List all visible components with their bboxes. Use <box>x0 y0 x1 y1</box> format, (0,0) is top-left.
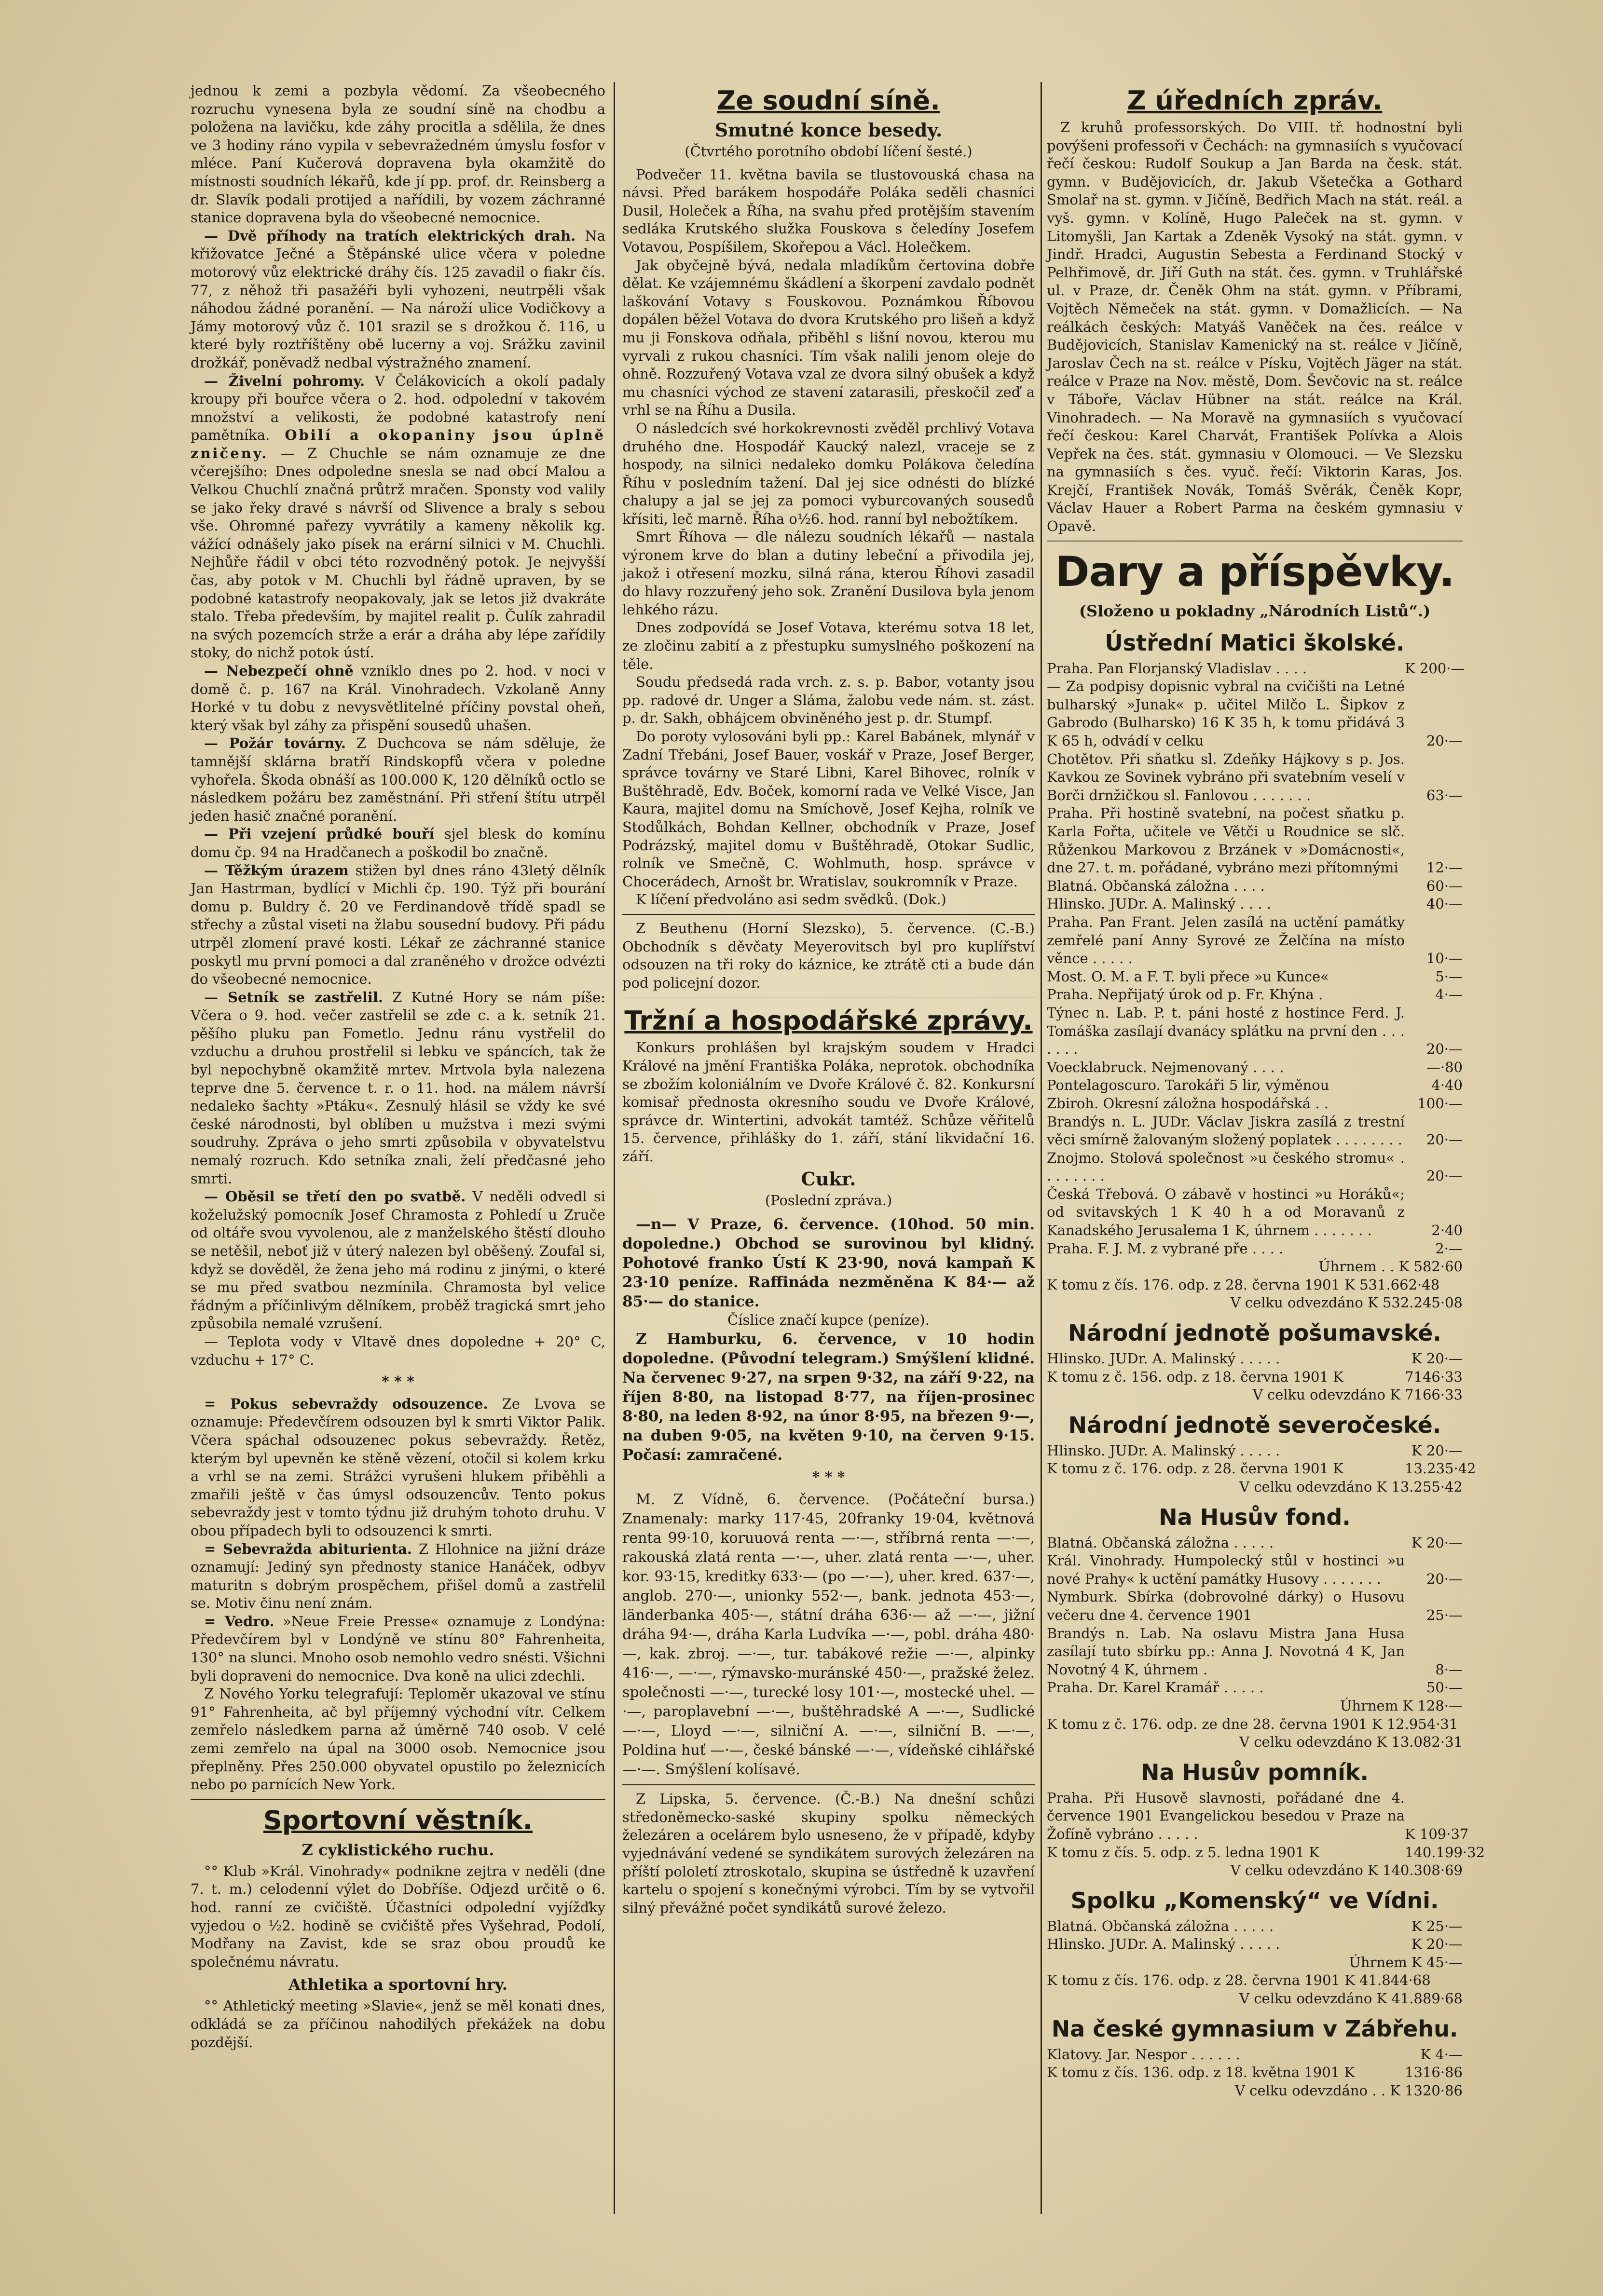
headline: — Oběsil se třetí den po svatbě. <box>204 1188 466 1205</box>
article-professori: Z kruhů professorských. Do VIII. tř. hodnostní byli povýšeni professoři v Čechách: na gymnasiích s vyučovací řečí českou: Rudolf Soukup a Jan Barda na česk. stát. gymn. v Budějovicích, dr. Jakub Všetečka a Gothard Smolař na st. gymn. v Jičíně, Bedřich Mach na stát. reál. a vyš. gymn. v Kolíně, Hugo Paleček na st. gymn. v Litomyšli, Jan Kartak a Zdeněk Vysoký na stát. gymn. v Jindř. Hradci, Augustin Sebesta a Ferdinand Stocký v Pelhřimově, dr. Jiří Guth na stát. čes. gymn. v Truhlářské ul. v Praze, dr. Čeněk Ohm na stát. gymn. v Příbrami, Vojtěch Němeček na stát. gymn. v Domažlicích. — Na reálkách českých: Matyáš Vaněček na čes. reálce v Budějovicích, Stanislav Kamenický na st. reálce v Jičíně, Jaroslav Čech na st. reálce v Písku, Vojtěch Jäger na stát. reálce v Praze na Nov. městě, Dom. Ševčovic na st. reálce v Táboře, Václav Hübner na stát. reálce na Král. Vinohradech. — Na Moravě na gymnasiích s vyučovací řečí českou: Karel Charvát, František Polívka a Alois Vepřek na čes. stát. gymnasiu v Olomouci. — Ve Slezsku na gymnasiích s čes. vyuč. řečí: Viktorin Karas, Jos. Krejčí, František Novák, Tomáš Svěrák, Čeněk Kopr, Václav Hauer a Robert Parma na českém gymnasiu v Opavě. <box>1047 119 1463 535</box>
paragraph-opening: jednou k zemi a pozbyla vědomí. Za všeobecného rozruchu vynesena byla ze soudní síně na chodbu a položena na lavičku, kde záhy procitla a sdělila, že dnes ve 3 hodiny ráno vypila v sebevražedném úmyslu fosfor v mléce. Paní Kučerová dopravena byla okamžitě do místnosti soudních lékařů, kde jí pp. prof. dr. Reinsberg a dr. Slavík podali protijed a nařídili, by vozem záchranné stanice dopravena byla do všeobecné nemocnice. <box>191 82 605 226</box>
article-cyklo: °° Klub »Král. Vinohrady« podnikne zejtra v neděli (dne 7. t. m.) celodenní výlet do Dobříše. Odjezd určitě o 6. hod. ranní ze cvičiště. Účastníci odpolední vyjížďky vyjedou o ½2. hodině se cvičiště přes Vyšehrad, Podolí, Modřany na Zavist, kde se sraz obou proudů ke společnému návratu. <box>191 1862 605 1970</box>
donation-amount: K 20·— <box>1411 1936 1463 1953</box>
donation-entry <box>1047 1844 1485 1862</box>
total-celkem: V celku odevzdáno K 41.889·68 <box>1239 1990 1463 2007</box>
total-celkem: V celku odvezdáno K 532.245·08 <box>1230 1294 1463 1311</box>
article-abiturient <box>191 1540 605 1613</box>
donation-amount: 20·— <box>1426 1041 1463 1058</box>
article-body: sjel blesk do komínu domu čp. 94 na Hradčanech a poškodil bo značně. <box>191 826 606 860</box>
headline: = Vedro. <box>204 1613 274 1630</box>
donation-entry <box>1047 1095 1463 1113</box>
emphasis: Obilí a okopaniny jsou úplně zničeny. <box>191 427 605 462</box>
total-uhrnem: Úhrnem K 45·— <box>1349 1954 1463 1970</box>
article-nebezpeci <box>191 662 605 734</box>
donation-amount: 12·— <box>1426 859 1463 876</box>
article-cukr-praha: —n— V Praze, 6. července. (10hod. 50 min. dopoledne.) Obchod se surovinou byl klidný. Pohotové franko Ústí K 23·90, nová kampaň K 23·10 peníze. Raffináda nezměněna K 84·— až 85·— do stanice. <box>622 1216 1035 1311</box>
donation-amount: 4·— <box>1435 986 1463 1003</box>
headline: — Nebezpečí ohně <box>204 663 354 679</box>
total-carry: K tomu z čís. 176. odp. z 28. června 1901 K 41.844·68 <box>1047 1972 1431 1989</box>
donation-entry <box>1047 750 1463 805</box>
donation-text: Praha. Nepřijatý úrok od p. Fr. Khýna . <box>1047 986 1323 1003</box>
donation-amount: 140.199·32 <box>1405 1844 1485 1861</box>
donation-text: Znojmo. Stolová společnost »u českého stromu« . . . . . . . . <box>1047 1149 1405 1184</box>
donation-entry <box>1047 1588 1463 1624</box>
donation-text: — Za podpisy dopisnic vybral na cvičišti na Letné bulharský »Junak« p. učitel Milčo L. Šipkov z Gabrodo (Bulharsko) 16 K 35 h, k tomu přidává 3 K 65 h, odvádí v celku <box>1047 678 1405 749</box>
section-title-sport: Sportovní věstník. <box>263 1805 533 1835</box>
donation-text: Hlinsko. JUDr. A. Malinský . . . . <box>1047 896 1271 912</box>
donation-entry <box>1047 1113 1463 1149</box>
donation-text: Praha. F. J. M. z vybrané pře . . . . <box>1047 1240 1284 1257</box>
donation-amount: 8·— <box>1435 1661 1463 1678</box>
fund-title-severo: Národní jednotě severočeské. <box>1068 1412 1441 1438</box>
total-uhrnem: Úhrnem . . K 582·60 <box>1318 1258 1463 1275</box>
donation-amount: 1316·86 <box>1405 2064 1463 2081</box>
donation-text: Praha. Při Husově slavnosti, pořádané dne 4. července 1901 Evangelickou besedou v Praze na Žofíně vybráno . . . . . <box>1047 1789 1405 1842</box>
article-vedro <box>191 1613 605 1685</box>
donation-text: Pontelagoscuro. Tarokáři 5 lir, výměnou <box>1047 1077 1329 1094</box>
donation-amount: K 109·37 <box>1405 1825 1469 1842</box>
column-rule-2 <box>1041 82 1042 2214</box>
donation-entry <box>1047 1935 1463 1954</box>
article-dve-prihody <box>191 227 605 372</box>
total-celkem: V celku odevzdáno K 7166·33 <box>1252 1386 1463 1403</box>
donation-text: Hlinsko. JUDr. A. Malinský . . . . . <box>1047 1936 1280 1953</box>
donation-entry <box>1047 986 1463 1004</box>
article-bourka <box>191 825 605 861</box>
donation-amount: —·80 <box>1426 1059 1463 1075</box>
column-1 <box>191 82 605 2219</box>
fund-title-zabreh: Na české gymnasium v Zábřehu. <box>1051 2015 1458 2042</box>
donation-text: K tomu z čís. 136. odp. z 18. května 1901 K <box>1047 2064 1355 2081</box>
donation-amount: 40·— <box>1426 896 1463 912</box>
article-body: V Čelákovicích a okolí padaly kroupy při bouřce včera o 2. hod. odpolední v takovém množství a velikosti, že podobné katastrofy není pamětníka. <box>191 372 605 444</box>
article-body: V neděli odvedl si koželužský pomocník Josef Chramosta z Pohledí u Zruče od oltáře svou vyvolenou, ale z manželského štěstí dlouho se netěšil, neboť již v úterý nalezen byl oběšený. Zoufal si, když se dověděl, že žena jeho má rodinu z jinými, o které se mu před svatbou nezmínila. Chramosta byl velice řádným a příčinlivým dělníkem, proběž tragická smrt jeho způsobila nemalé vzrušení. <box>191 1188 605 1332</box>
divider <box>1047 541 1463 544</box>
donation-amount: K 20·— <box>1411 1534 1463 1551</box>
donation-entry <box>1047 1552 1463 1588</box>
article-newyork: Z Nového Yorku telegrafují: Teploměr ukazoval ve stínu 91° Fahrenheita, ač byl příjemný východní vítr. Celkem zemřelo následkem parna až úměrně 740 osob. V celé zemi zemřelo na úpal na 3000 osob. Nemocnice jsou přeplněny. Přes 250.000 obyvatel opustilo po železnicích nebo po parnících New York. <box>191 1685 605 1793</box>
subsection-title-cukr: Cukr. <box>801 1168 856 1190</box>
article-uraz <box>191 862 605 989</box>
article-zivelni <box>191 372 605 663</box>
donation-text: Praha. Při hostině svatební, na počest sňatku p. Karla Fořta, učitele ve Větči u Roudnice se slč. Růženkou Markovou z Brzánek v »Domácnosti«, dne 27. t. m. pořádané, vybráno mezi přítomnými <box>1047 805 1405 876</box>
fund-title-komensky: Spolku „Komenský“ ve Vídni. <box>1070 1887 1439 1914</box>
paragraph: K líčení předvoláno asi sedm svědků. (Dok.) <box>636 891 946 908</box>
donation-text: Česká Třebová. O zábavě v hostinci »u Horáků«; od svitavských 1 K 40 h a od Moravanů z Kanadského Jerusalema 1 K, úhrnem . . . . . . . <box>1047 1185 1405 1239</box>
donation-list-huspomnik <box>1047 1789 1485 1861</box>
article-pokus <box>191 1395 605 1540</box>
donation-text: Hlinsko. JUDr. A. Malinský . . . . . <box>1047 1350 1280 1367</box>
donation-entry <box>1047 1350 1463 1368</box>
headline: — Živelní pohromy. <box>204 372 365 389</box>
donation-entry <box>1047 1789 1469 1844</box>
total-carry: K tomu z č. 176. odp. ze dne 28. června 1901 K 12.954·31 <box>1047 1715 1458 1732</box>
article-body: vzniklo dnes po 2. hod. v noci v domě č. p. 167 na Král. Vinohradech. Vzkolaně Anny Horké v tu dobu z nevysvětlitelné příčiny povstal oheň, který však byl záhy za přispění sousedů uhašen. <box>191 663 605 734</box>
article-setnik <box>191 989 605 1188</box>
donation-entry <box>1047 1625 1463 1679</box>
donation-entry <box>1047 678 1463 750</box>
donation-amount: 7146·33 <box>1405 1368 1463 1385</box>
section-title-soud: Ze soudní síně. <box>717 85 940 116</box>
divider <box>622 914 1035 915</box>
fund-title-matice: Ústřední Matici školské. <box>1105 629 1405 656</box>
total-celkem: V celku odevzdáno K 13.082·31 <box>1239 1734 1463 1751</box>
donation-entry <box>1047 895 1463 913</box>
donation-text: Brandýs n. L. JUDr. Václav Jiskra zasílá z trestní věci smírně žalovaným složený poplatek . . . . . . . . <box>1047 1113 1405 1148</box>
article-viden: M. Z Vídně, 6. července. (Počáteční bursa.) Znamenaly: marky 117·45, 20franky 19·04, květnová renta 99·10, koruuová renta —·—, stříbrná renta —·—, rakouská zlatá renta —·—, uher. zlatá renta —·—, uher. kor. 93·15, kreditky 633·— (po —·—), uher. kred. 637·—, anglob. 270·—, unionky 552·—, bank. jednota 453·—, länderbanka 405·—, státní dráha 636·— až —·—, jižní dráha 94·—, dráha Karla Ludvíka —·—, pobl. dráha 480·—, kak. zbroj. —·—, tur. tabákové režie —·—, alpinky 416·—, —·—, rýmavsko-muránské 450·—, pražské želez. společnosti —·—, turecké losy 101·—, mostecké uhel. —·—, paroplavební —·—, buštěhradské A —·—, Sudlické —·—, Lloyd —·—, silniční A. —·—, silniční B. —·—, Poldina huť —·—, české bánské —·—, vídeňské cihlářské —·—. Smýšlení kolísavé. <box>622 1491 1035 1779</box>
donation-entry <box>1047 1917 1463 1936</box>
donation-text: Zbiroh. Okresní záložna hospodářská . . <box>1047 1095 1329 1112</box>
headline: = Pokus sebevraždy odsouzence. <box>204 1395 488 1412</box>
subsection-title-athletika: Athletika a sportovní hry. <box>288 1975 507 1994</box>
fund-title-huspomnik: Na Husův pomník. <box>1141 1759 1369 1785</box>
paragraph: O následcích své horkokrevnosti zvěděl prchlivý Votava druhého dne. Hospodář Kaucký nalezl, vraceje se z hospody, na silnici nedaleko domku Polákova čeledína Říhu v posledním tažení. Dal jej sice odnésti do blízké chalupy a jal se jej za pomoci vyburcovaných sousedů křísiti, leč marně. Říha o½6. hod. ranní byl nebožtíkem. <box>622 420 1035 527</box>
donation-amount: 5·— <box>1435 968 1463 985</box>
donation-amount: K 20·— <box>1411 1442 1463 1459</box>
fund-title-husfond: Na Husův fond. <box>1159 1504 1351 1530</box>
donation-text: K tomu z č. 176. odp. z 28. června 1901 K <box>1047 1460 1343 1477</box>
article-obesil <box>191 1188 605 1333</box>
donation-text: Praha. Pan Frant. Jelen zasílá na uctění památky zemřelé paní Anny Syrové ze Želčína na místo věnce . . . . . <box>1047 913 1405 967</box>
donation-text: Hlinsko. JUDr. A. Malinský . . . . . <box>1047 1442 1280 1459</box>
donation-entry <box>1047 1534 1463 1552</box>
donation-entry <box>1047 1240 1463 1258</box>
donation-entry <box>1047 913 1463 968</box>
note-cislice: Číslice značí kupce (peníze). <box>727 1312 930 1329</box>
total-uhrnem: Úhrnem K 128·— <box>1340 1697 1463 1714</box>
article-body: stižen byl dnes ráno 43letý dělník Jan Hastrman, bydlící v Michli čp. 190. Týž při bourání domu p. Buldry č. 20 ve Ferdinandově třídě spadl se střechy a zůstal viseti na žlabu sousední budovy. Při pádu utrpěl zlomení pravé kosti. Lékař ze záchranné stanice poskytl mu první pomoci a dal zraněného v drožce odvézti do všeobecné nemocnice. <box>191 862 605 988</box>
article-konkurs: Konkurs prohlášen byl krajským soudem v Hradci Králové na jmění Františka Poláka, neprotok. obchodníka se zbožím koloniálním ve Dvoře Králové č. 82. Konkursní komisař přednosta okresního soudu ve Dvoře Králové, správce dr. Wintertini, advokát tamtéž. Schůze věřitelů 15. července, přihlášky do 1. září, stání likvidační 16. září. <box>622 1039 1035 1165</box>
paragraph: Podvečer 11. května bavila se tlustovouská chasa na návsi. Před barákem hospodáře Poláka seděli chasníci Dusil, Holeček a Říha, na svahu před protějším stavením sedláka Krutského služka Fouskova s čeledíny Josefem Votavou, Pospíšilem, Skořepou a Václ. Holečkem. <box>622 166 1035 255</box>
headline: — Těžkým úrazem <box>204 862 349 879</box>
headline: — Požár továrny. <box>204 735 346 752</box>
donation-text: K tomu z čís. 5. odp. z 5. ledna 1901 K <box>1047 1844 1319 1861</box>
donation-text: Voecklabruck. Nejmenovaný . . . . <box>1047 1059 1284 1075</box>
donation-amount: 60·— <box>1426 877 1463 894</box>
divider <box>191 1799 605 1800</box>
donation-amount: K 20·— <box>1411 1350 1463 1367</box>
donation-entry <box>1047 1460 1476 1478</box>
headline: — Setník se zastřelil. <box>204 989 383 1005</box>
section-title-dary: Dary a příspěvky. <box>1055 547 1454 596</box>
article-body: — Z Chuchle se nám oznamuje ze dne včerejšího: Dnes odpoledne snesla se nad obcí Malou a Velkou Chuchlí značná průtrž mračen. Sponsty vod valily se jako řeky dravé s návrší od Slivence a braly s sebou vše. Ohromné pařezy vyvrátily a kameny několik kg. vážící odnášely jako písek na erární silnici v M. Chuchli. Nejhůře řádil v obci této rozvodněný potok. Je nejvyšší čas, aby potok v M. Chuchli byl řádně upraven, by se podobné katastrofy neopakovaly, jak se letos již dvakráte stalo. Třeba především, by majitel realit p. Čulík zahradil na svých pozemcích strže a erár a dráha aby lépe zařídily stoky, do nichž potok ústí. <box>191 445 606 661</box>
donation-entry <box>1047 1185 1463 1240</box>
donation-amount: 20·— <box>1426 733 1463 749</box>
donation-amount: 63·— <box>1426 787 1463 803</box>
section-title-urad: Z úředních zpráv. <box>1127 85 1383 116</box>
donation-amount: 10·— <box>1426 950 1463 967</box>
donation-text: Klatovy. Jar. Nespor . . . . . . <box>1047 2046 1240 2063</box>
section-title-trzni: Tržní a hospodářské zprávy. <box>624 1005 1033 1036</box>
paragraph: Smrt Říhova — dle nálezu soudních lékařů — nastala výronem krve do blan a dutiny lebeční a přivodila jej, jakož i otřesení mozku, silná rána, kterou Říhovi zasadil do hlavy rozzuřený jeho sok. Zranění Dusilova byla jenom lehkého rázu. <box>622 529 1035 618</box>
section-subtitle-dary: (Složeno u pokladny „Národních Listů“.) <box>1079 601 1431 620</box>
donation-entry <box>1047 660 1463 678</box>
article-hamburk: Z Hamburku, 6. července, v 10 hodin dopoledne. (Původní telegram.) Smýšlení klidné. Na červenec 9·27, na srpen 9·32, na září 9·22, na říjen 8·80, na listopad 8·77, na říjen-prosinec 8·80, na leden 8·92, na únor 8·95, na březen 9·—, na duben 9·05, na květen 9·10, na červen 9·15. Počasí: zamračené. <box>622 1330 1035 1464</box>
donation-text: Brandýs n. Lab. Na oslavu Mistra Jana Husa zasílají tuto sbírku pp.: Anna J. Novotná 4 K, Jan Novotný 4 K, úhrnem . <box>1047 1625 1405 1678</box>
article-body: Z Duchcova se nám sděluje, že tamnější sklárna bratří Rindskopfů včera v poledne vyhořela. Škoda obnáší as 100.000 K, 120 dělníků octlo se následkem požáru bez zaměstnání. Při stření štítu utrpěl jeden hasič značné poranění. <box>191 735 605 824</box>
total-carry: K tomu z čís. 176. odp. z 28. června 1901 K 531.662·48 <box>1047 1276 1440 1293</box>
donation-text: Blatná. Občanská záložna . . . . . <box>1047 1534 1274 1551</box>
subsection-title-cyklo: Z cyklistického ruchu. <box>301 1840 494 1859</box>
article-teplota: — Teplota vody v Vltavě dnes dopoledne + 20° C, vzduchu + 17° C. <box>191 1333 605 1368</box>
donation-list-posumav <box>1047 1350 1463 1386</box>
donation-entry <box>1047 1679 1463 1697</box>
paragraph: Do poroty vylosováni byli pp.: Karel Babánek, mlynář v Zadní Třebáni, Josef Bauer, voskář v Praze, Josef Berger, správce továrny ve Staré Libni, Karel Bihovec, rolník v Buštěhradě, Edv. Boček, komorní rada ve Velké Visce, Jan Kaura, majitel domu na Smíchově, Josef Kejha, rolník ve Stodůlkách, Bohdan Kellner, obchodník v Praze, Josef Podrázský, majitel domu v Buštěhradě, Otokar Sudlic, rolník ve Smečně, C. Wohlmuth, hosp. správce v Chocerádech, Arnošt br. Wratislav, soukromník v Praze. <box>622 728 1035 890</box>
donation-list-matice <box>1047 660 1463 1258</box>
donation-amount: 20·— <box>1426 1570 1463 1587</box>
donation-amount: 2·40 <box>1431 1222 1463 1239</box>
column-2 <box>622 82 1035 2219</box>
paragraph: Soudu předsedá rada vrch. z. s. p. Babor, votanty jsou pp. radové dr. Unger a Sláma, žalobu vede nám. st. zást. p. dr. Sakh, obhájcem obviněného jest p. dr. Stumpf. <box>622 674 1035 727</box>
donation-amount: 13.235·42 <box>1405 1460 1476 1477</box>
article-body: Z Hlohnice na jižní dráze oznamují: Jediný syn přednosty stanice Hanáček, odbyv maturitn s dobrým prospěchem, přišel domů a zastřelil se. Motiv činu není znám. <box>191 1540 606 1612</box>
donation-list-husfond <box>1047 1534 1463 1697</box>
article-beuthen: Z Beuthenu (Horní Slezsko), 5. července. (C.-B.) Obchodník s děvčaty Meyerovitsch byl pro kuplířství odsouzen na tři roky do káznice, ke ztrátě cti a bude dán pod policejní dozor. <box>622 920 1035 991</box>
total-celkem: V celku odevzdáno K 140.308·69 <box>1230 1862 1463 1879</box>
fund-title-posumav: Národní jednotě pošumavské. <box>1068 1320 1441 1346</box>
donation-entry <box>1047 2064 1463 2082</box>
divider-asterisks: * * * <box>812 1468 845 1486</box>
article-body: »Neue Freie Presse« oznamuje z Londýna: Předevčírem byl v Londýně ve stínu 80° Fahrenheita, 130° na slunci. Mnoho osob nemohlo vedro snésti. Všichni byli dopraveni do nemocnice. Dva koně na ulici zdechli. <box>191 1613 605 1684</box>
donation-amount: 50·— <box>1426 1679 1463 1696</box>
donation-text: K tomu z č. 156. odp. z 18. června 1901 K <box>1047 1368 1343 1385</box>
article-body: Z Kutné Hory se nám píše: Včera o 9. hod. večer zastřelil se zde c. a k. setník 21. pěšího pluku pan Fometlo. Jednu ránu vystřelil do vzduchu a druhou prostřelil si lebku ve spáncích, tak že byl nepochybně okamžitě mrtev. Mrtvola byla nalezena teprve dne 5. července t. r. o 11. hod. na málem návrší nedaleko šachty »Ptáku«. Zesnulý hlásil se vždy ke své české národnosti, byl oblíben u mužstva i mezi svými soudruhy. Zpráva o jeho smrti způsobila v obyvatelstvu nemalý rozruch. Kdo setníka znali, želí předčasné jeho smrti. <box>191 989 605 1187</box>
donation-entry <box>1047 1059 1463 1077</box>
donation-amount: 100·— <box>1417 1095 1463 1112</box>
total-celkem: V celku odevzdáno . . K 1320·86 <box>1234 2082 1463 2099</box>
donation-text: Král. Vinohrady. Humpolecký stůl v hostinci »u nové Prahy« k uctění památky Husovy . . . . . . . <box>1047 1552 1405 1587</box>
donation-text: Praha. Dr. Karel Kramář . . . . . <box>1047 1679 1264 1696</box>
donation-amount: K 4·— <box>1420 2046 1463 2063</box>
divider <box>622 1784 1035 1785</box>
donation-text: Blatná. Občanská záložna . . . . . <box>1047 1917 1274 1934</box>
donation-entry <box>1047 1149 1463 1185</box>
article-pozar <box>191 734 605 825</box>
donation-entry <box>1047 1004 1463 1059</box>
donation-amount: K 200·— <box>1405 660 1465 677</box>
donation-amount: 25·— <box>1426 1606 1463 1623</box>
donation-amount: 20·— <box>1426 1168 1463 1184</box>
paragraph: Jak obyčejně bývá, nedala mladíkům čertovina dobře dělat. Ke vzájemnému škádlení a škorpení zavdalo podnět laškování Votavy s Fouskovou. Poznámkou Říbovou dopálen běžel Votava do dvora Krutského pro lišeň a když mu ji Fonskova odňala, přiběhl s lišní novou, kterou mu vyrvali z rukou chasníci. Tím však nalili jenom oleje do ohně. Rozzuřený Votava vzal ze dvora silný obušek a když mu chasníci východ ze stavení zatarasili, přeskočil zeď a vrhl se na Říhu a Dusila. <box>622 257 1035 419</box>
article-body: Ze Lvova se oznamuje: Předevčírem odsouzen byl k smrti Viktor Palik. Včera spáchal odsouzenec pokus sebevraždy. Řetěz, kterým byl upevněn ke stěně vězení, otočil si kolem krku a vrhl se na zemi. Strážci vyrušeni hlukem přiběhli a zmařili ještě v čas úmysl odsouzencův. Tento pokus sebevraždy jest v tomto týdnu již druhým tohoto druhu. V obou případech byli to odsouzenci k smrti. <box>191 1395 605 1539</box>
divider <box>622 997 1035 1000</box>
donation-entry <box>1047 1076 1463 1095</box>
donation-entry <box>1047 877 1463 896</box>
headline: = Sebevražda abiturienta. <box>204 1540 412 1557</box>
paragraph: Dnes zodpovídá se Josef Votava, kterému sotva 18 let, ze zločinu zabití a z přestupku sumyslného poškození na těle. <box>622 619 1035 672</box>
donation-list-severo <box>1047 1442 1476 1478</box>
donation-text: Most. O. M. a F. T. byli přece »u Kunce« <box>1047 968 1329 985</box>
article-lipsko: Z Lipska, 5. července. (Č.-B.) Na dnešní schůzi středoněmecko-saské skupiny spolku německých železáren a ocelárem bylo usneseno, že v případě, kdyby vyjednávání vedené se syndikátem surových železáren na příští pololetí ztroskotalo, skupina se ústředně k uzavření kartelu o spojení s konečnými výrobci. Tím by se vytvořil silný převážné počet syndikátů surové železo. <box>622 1791 1035 1916</box>
donation-text: Nymburk. Sbírka (dobrovolné dárky) o Husovu večeru dne 4. července 1901 <box>1047 1589 1405 1623</box>
headline: — Při vzejení průdké bouří <box>204 826 435 842</box>
donation-entry <box>1047 2046 1463 2064</box>
subsection-note: (Poslední zpráva.) <box>765 1192 892 1209</box>
total-celkem: V celku odevzdáno K 13.255·42 <box>1239 1479 1463 1495</box>
column-rule-1 <box>614 82 615 2214</box>
article-body: Na křižovatce Ječné a Štěpánské ulice včera v poledne motorový vůz elektrické dráhy čís. 125 zavadil o fiakr čís. 77, z něhož tři pasažéři byli vyhozeni, neutrpěli však náhodou žádné poranění. — Na nároží ulice Vodičkovy a Jámy motorový vůz č. 101 srazil se s drožkou č. 116, u které byly roztříštěny obě lucerny a voj. Srážku zavinil drožkář, poněvadž nedbal výstražného znamení. <box>191 227 605 371</box>
donation-entry <box>1047 1368 1463 1386</box>
donation-amount: K 25·— <box>1411 1917 1463 1934</box>
donation-text: Týnec n. Lab. P. t. páni hosté z hostince Ferd. J. Tomáška zasílají dvanácy splátku na první den . . . . . . . <box>1047 1004 1405 1058</box>
donation-entry <box>1047 968 1463 986</box>
article-athletika: °° Athletický meeting »Slavie«, jenž se měl konati dnes, odkládá se za příčinou nahodilých překážek na dobu pozdější. <box>191 1997 605 2051</box>
donation-entry <box>1047 1442 1463 1460</box>
article-note: (Čtvrtého porotního období líčení šesté.) <box>685 143 973 160</box>
donation-amount: 20·— <box>1426 1131 1463 1148</box>
donation-text: Blatná. Občanská záložna . . . . <box>1047 877 1265 894</box>
donation-text: Chotětov. Při sňatku sl. Zdeňky Hájkovy s p. Jos. Kavkou ze Sovinek vybráno při svatebním veselí v Borči drnžičkou sl. Fanlovou . . . . . . . <box>1047 750 1405 803</box>
donation-amount: 2·— <box>1435 1240 1463 1257</box>
donation-list-komensky <box>1047 1917 1463 1954</box>
column-3 <box>1047 82 1485 2219</box>
donation-text: Praha. Pan Florjanský Vladislav . . . . <box>1047 660 1307 677</box>
divider-asterisks: * * * <box>382 1373 414 1391</box>
headline: — Dvě příhody na tratích elektrických drah. <box>204 227 576 244</box>
article-title-besedy: Smutné konce besedy. <box>714 119 943 141</box>
donation-entry <box>1047 804 1463 877</box>
donation-list-zabreh <box>1047 2046 1463 2082</box>
donation-amount: 4·40 <box>1431 1077 1463 1094</box>
